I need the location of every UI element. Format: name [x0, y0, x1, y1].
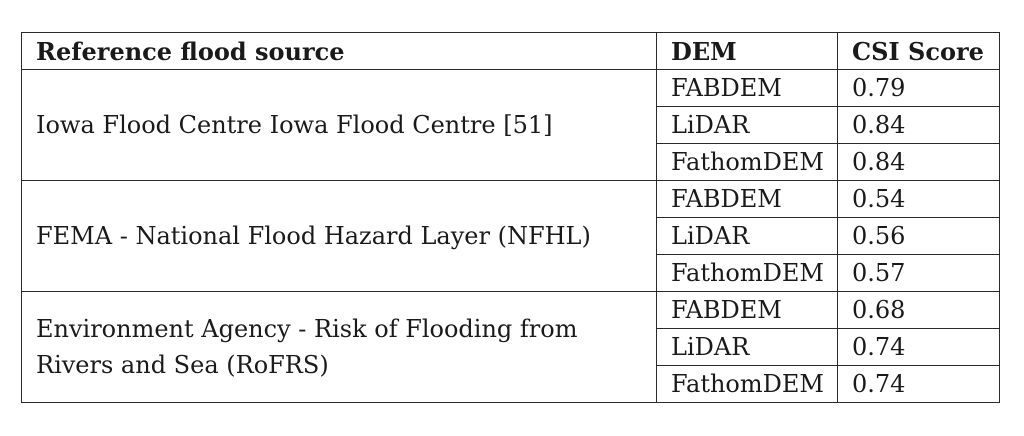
reference-source-cell: Iowa Flood Centre Iowa Flood Centre [51]: [22, 70, 657, 181]
dem-cell: FathomDEM: [657, 366, 838, 403]
csi-results-table: [21, 32, 1000, 403]
dem-cell: LiDAR: [657, 218, 838, 255]
csi-score-cell: 0.68: [838, 292, 1000, 329]
csi-score-cell: 0.74: [838, 366, 1000, 403]
header-dem: DEM: [657, 33, 838, 70]
dem-cell: FABDEM: [657, 70, 838, 107]
csi-score-cell: 0.84: [838, 144, 1000, 181]
reference-source-cell: Environment Agency - Risk of Flooding from Rivers and Sea (RoFRS): [22, 292, 657, 403]
table-row: [22, 292, 1000, 329]
dem-cell: LiDAR: [657, 329, 838, 366]
dem-cell: LiDAR: [657, 107, 838, 144]
reference-source-cell: FEMA - National Flood Hazard Layer (NFHL): [22, 181, 657, 292]
table-row: [22, 181, 1000, 218]
header-row: [22, 33, 1000, 70]
header-csi-score: CSI Score: [838, 33, 1000, 70]
csi-score-cell: 0.56: [838, 218, 1000, 255]
csi-score-cell: 0.84: [838, 107, 1000, 144]
dem-cell: FathomDEM: [657, 144, 838, 181]
table-row: [22, 70, 1000, 107]
csi-score-cell: 0.54: [838, 181, 1000, 218]
csi-score-cell: 0.57: [838, 255, 1000, 292]
header-reference-flood-source: Reference flood source: [22, 33, 657, 70]
dem-cell: FABDEM: [657, 292, 838, 329]
csi-score-cell: 0.74: [838, 329, 1000, 366]
dem-cell: FABDEM: [657, 181, 838, 218]
dem-cell: FathomDEM: [657, 255, 838, 292]
csi-score-cell: 0.79: [838, 70, 1000, 107]
